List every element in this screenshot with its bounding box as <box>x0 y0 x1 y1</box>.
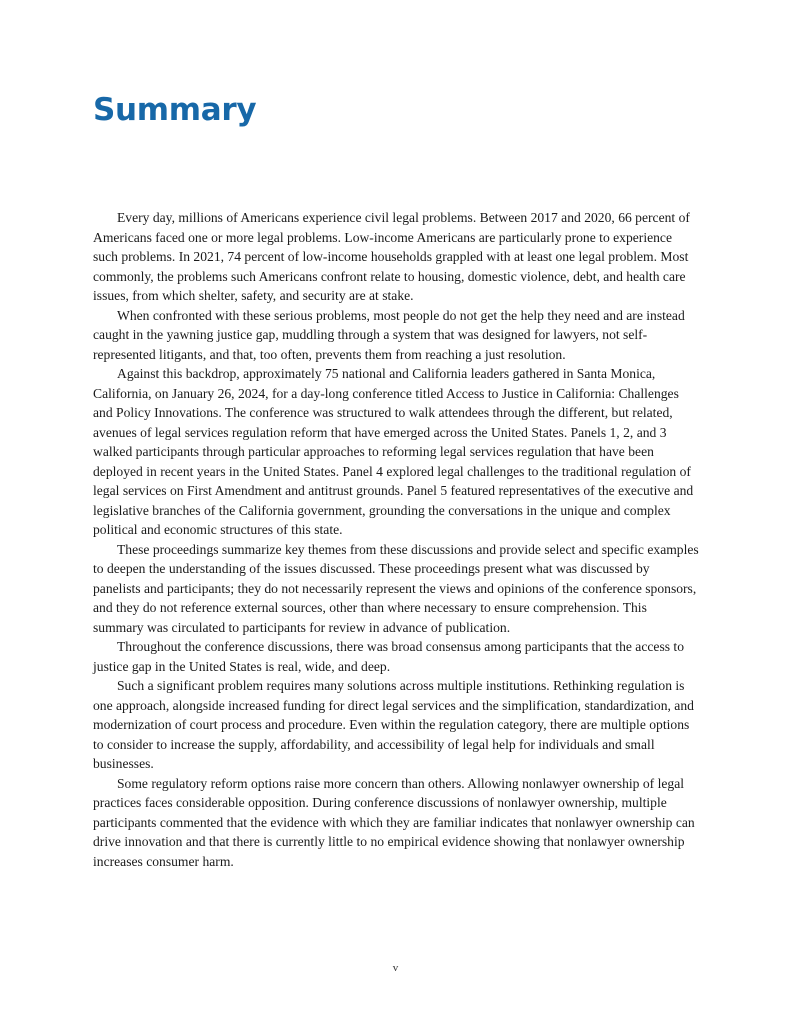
paragraph-3: Against this backdrop, approximately 75 national and California leaders gathered in Santa Monica, California, on January 26, 2024, for a day-long conference titled Access to Justice in California: Challenges and Policy Innovations. The conference was structured to walk attendees through the different, but related, avenues of legal services regulation reform that have emerged across the United States. Panels 1, 2, and 3 walked participants through particular approaches to reforming legal services regulation that have been deployed in recent years in the United States. Panel 4 explored legal challenges to the traditional regulation of legal services on First Amendment and antitrust grounds. Panel 5 featured representatives of the executive and legislative branches of the California government, grounding the conversations in the unique and complex political and economic structures of this state. <box>93 366 694 537</box>
summary-body <box>93 208 699 871</box>
paragraph-2: When confronted with these serious problems, most people do not get the help they need and are instead caught in the yawning justice gap, muddling through a system that was designed for lawyers, not self-represented litigants, and that, too often, prevents them from reaching a just resolution. <box>93 307 685 362</box>
paragraph-6: Such a significant problem requires many solutions across multiple institutions. Rethinking regulation is one approach, alongside increased funding for direct legal services and the simplification, standardization, and modernization of court process and procedure. Even within the regulation category, there are multiple options to consider to increase the supply, affordability, and accessibility of legal help for individuals and small businesses. <box>93 678 694 771</box>
paragraph-5: Throughout the conference discussions, there was broad consensus among participants that the access to justice gap in the United States is real, wide, and deep. <box>93 639 684 674</box>
page-number: v <box>392 962 399 974</box>
paragraph-7: Some regulatory reform options raise more concern than others. Allowing nonlawyer ownership of legal practices faces considerable opposition. During conference discussions of nonlawyer ownership, multiple participants commented that the evidence with which they are familiar indicates that nonlawyer ownership can drive innovation and that there is currently little to no empirical evidence showing that nonlawyer ownership increases consumer harm. <box>93 775 695 869</box>
paragraph-4: These proceedings summarize key themes from these discussions and provide select and specific examples to deepen the understanding of the issues discussed. These proceedings present what was discussed by panelists and participants; they do not necessarily represent the views and opinions of the conference sponsors, and they do not reference external sources, other than where necessary to ensure comprehension. This summary was circulated to participants for review in advance of publication. <box>93 541 699 635</box>
paragraph-1: Every day, millions of Americans experience civil legal problems. Between 2017 and 2020, 66 percent of Americans faced one or more legal problems. Low-income Americans are particularly prone to experience such problems. In 2021, 74 percent of low-income households grappled with at least one legal problem. Most commonly, the problems such Americans confront relate to housing, domestic violence, debt, and health care issues, from which shelter, safety, and security are at stake. <box>93 210 690 303</box>
page-title: Summary <box>93 92 257 128</box>
